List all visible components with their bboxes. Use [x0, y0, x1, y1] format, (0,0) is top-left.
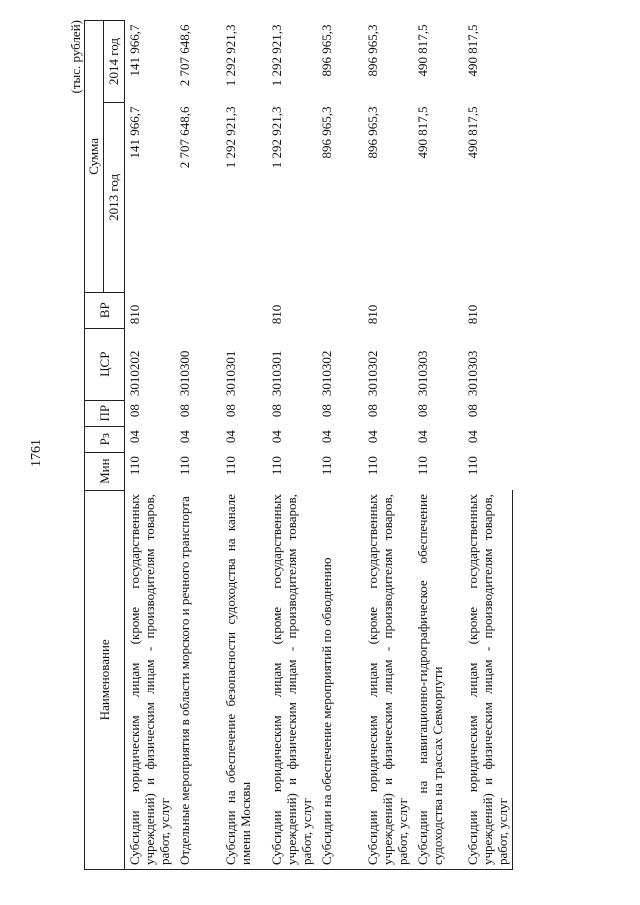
header-name: Наименование: [85, 490, 125, 869]
row-2013: 896 965,3: [364, 106, 380, 159]
row-csr: 3010303: [464, 350, 480, 397]
row-2014: 1 292 921,3: [222, 24, 238, 87]
row-pr: 08: [176, 404, 192, 418]
row-vr: [175, 292, 221, 328]
row-2014: 490 817,5: [414, 24, 430, 77]
row-2013: 490 817,5: [464, 106, 480, 159]
rotated-page-content: [68, 20, 548, 870]
row-vr: [221, 292, 267, 328]
row-rz: 04: [176, 430, 192, 444]
table-body: [125, 21, 513, 870]
row-csr: 3010301: [222, 350, 238, 397]
table-row: [363, 21, 413, 870]
table-row: [463, 21, 513, 870]
row-name: Субсидии юридическим лицам (кроме государственных учреждений) и физическим лицам - производителям товаров, работ, услуг: [363, 490, 413, 869]
row-vr: 810: [268, 304, 284, 325]
row-csr: 3010302: [364, 350, 380, 397]
row-min: 110: [414, 456, 430, 476]
table-row: [317, 21, 363, 870]
row-min: 110: [176, 456, 192, 476]
header-pr: ПР: [85, 400, 125, 426]
row-name: Субсидии юридическим лицам (кроме государственных учреждений) и физическим лицам - производителям товаров, работ, услуг: [463, 490, 513, 869]
row-csr: 3010302: [318, 350, 334, 397]
row-vr: 810: [364, 304, 380, 325]
row-csr: 3010303: [414, 350, 430, 397]
row-csr: 3010301: [268, 350, 284, 397]
row-pr: 08: [127, 404, 142, 418]
row-rz: 04: [414, 430, 430, 444]
row-min: 110: [268, 456, 284, 476]
header-vr: ВР: [85, 292, 125, 328]
row-rz: 04: [127, 430, 142, 444]
row-rz: 04: [364, 430, 380, 444]
row-2013: 896 965,3: [318, 106, 334, 159]
table-row: [413, 21, 463, 870]
header-sum: Сумма: [85, 21, 104, 293]
row-pr: 08: [464, 404, 480, 418]
row-rz: 04: [222, 430, 238, 444]
row-2014: 141 966,7: [127, 24, 142, 77]
row-pr: 08: [268, 404, 284, 418]
header-2014: 2014 год: [104, 21, 125, 103]
row-rz: 04: [464, 430, 480, 444]
header-min: Мин: [85, 452, 125, 490]
row-min: 110: [318, 456, 334, 476]
row-2014: 490 817,5: [464, 24, 480, 77]
row-2013: 1 292 921,3: [268, 106, 284, 169]
page-number: 1761: [29, 439, 44, 467]
table-header: [85, 21, 125, 870]
row-name: Субсидии на навигационно-гидрографическое обеспечение судоходства на трассах Севморпути: [413, 490, 463, 869]
table-row: [175, 21, 221, 870]
row-min: 110: [364, 456, 380, 476]
row-2013: 490 817,5: [414, 106, 430, 159]
row-2014: 2 707 648,6: [176, 24, 192, 87]
row-pr: 08: [364, 404, 380, 418]
row-min: 110: [222, 456, 238, 476]
header-2013: 2013 год: [104, 103, 125, 293]
row-2014: 896 965,3: [364, 24, 380, 77]
row-pr: 08: [318, 404, 334, 418]
budget-table: [84, 20, 513, 870]
row-2013: 141 966,7: [127, 106, 142, 159]
header-csr: ЦСР: [85, 328, 125, 400]
row-vr: 810: [464, 304, 480, 325]
row-name: Субсидии на обеспечение мероприятий по обводнению: [317, 490, 363, 869]
row-name: Субсидии юридическим лицам (кроме государственных учреждений) и физическим лицам - производителям товаров, работ, услуг: [267, 490, 317, 869]
row-2014: 896 965,3: [318, 24, 334, 77]
table-row: [125, 21, 175, 870]
row-vr: [317, 292, 363, 328]
row-2013: 1 292 921,3: [222, 106, 238, 169]
row-2013: 2 707 648,6: [176, 106, 192, 169]
unit-note: (тыс. рублей): [68, 20, 83, 94]
row-pr: 08: [222, 404, 238, 418]
row-2014: 1 292 921,3: [268, 24, 284, 87]
row-vr: 810: [127, 304, 142, 325]
row-rz: 04: [318, 430, 334, 444]
header-rz: Рз: [85, 426, 125, 452]
row-pr: 08: [414, 404, 430, 418]
row-csr: 3010300: [176, 350, 192, 397]
row-min: 110: [127, 456, 142, 476]
row-csr: 3010202: [127, 350, 142, 397]
row-name: Субсидии на обеспечение безопасности судоходства на канале имени Москвы: [221, 490, 267, 869]
row-min: 110: [464, 456, 480, 476]
table-row: [221, 21, 267, 870]
row-vr: [413, 292, 463, 328]
row-name: Субсидии юридическим лицам (кроме государственных учреждений) и физическим лицам - производителям товаров, работ, услуг: [125, 490, 175, 869]
table-row: [267, 21, 317, 870]
row-name: Отдельные мероприятия в области морского и речного транспорта: [175, 490, 221, 869]
row-rz: 04: [268, 430, 284, 444]
